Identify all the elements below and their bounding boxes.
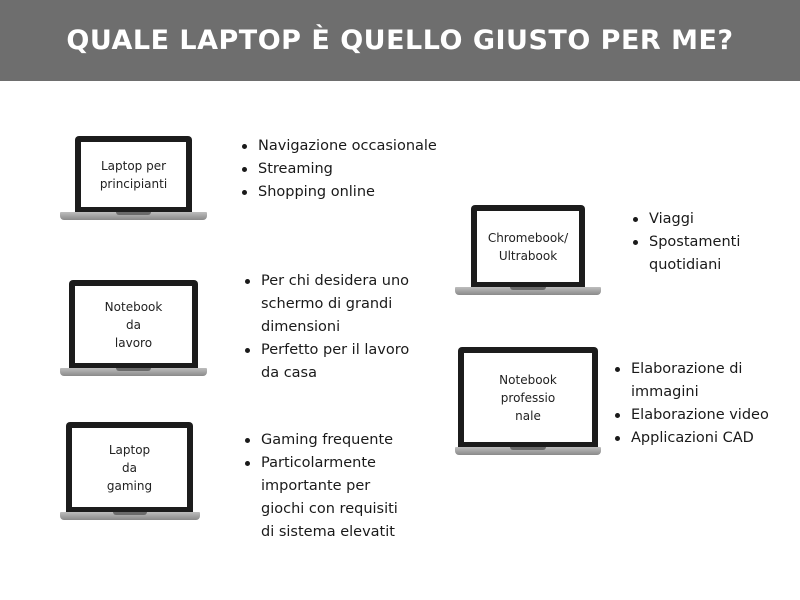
laptop-base	[60, 368, 207, 376]
list-item: Per chi desidera uno schermo di grandi dimensioni	[243, 270, 443, 339]
professional-features	[613, 358, 793, 450]
page-title: QUALE LAPTOP È QUELLO GIUSTO PER ME?	[66, 25, 734, 56]
work-features	[243, 270, 443, 385]
laptop-label: Notebook da lavoro	[75, 286, 192, 363]
list-item: Elaborazione video	[613, 404, 793, 427]
header-banner	[0, 0, 800, 81]
list-item: Navigazione occasionale	[240, 135, 460, 158]
laptop-label: Chromebook/ Ultrabook	[477, 211, 579, 282]
laptop-gaming	[60, 422, 200, 520]
list-item: Spostamenti quotidiani	[631, 231, 791, 277]
laptop-label: Laptop per principianti	[81, 142, 186, 207]
laptop-label: Laptop da gaming	[72, 428, 187, 507]
list-item: Elaborazione di immagini	[613, 358, 793, 404]
list-item: Perfetto per il lavoro da casa	[243, 339, 443, 385]
list-item: Shopping online	[240, 181, 460, 204]
list-item: Viaggi	[631, 208, 791, 231]
chromebook-features	[631, 208, 791, 277]
laptop-beginner	[60, 136, 207, 220]
laptop-chromebook	[455, 205, 601, 295]
laptop-professional	[455, 347, 601, 455]
laptop-work	[60, 280, 207, 376]
beginner-features	[240, 135, 460, 204]
laptop-base	[455, 447, 601, 455]
laptop-base	[60, 212, 207, 220]
laptop-base	[60, 512, 200, 520]
laptop-base	[455, 287, 601, 295]
list-item: Particolarmente importante per giochi con requisiti di sistema elevatit	[243, 452, 443, 544]
gaming-features	[243, 429, 443, 544]
list-item: Applicazioni CAD	[613, 427, 793, 450]
laptop-label: Notebook professio nale	[464, 353, 592, 442]
list-item: Streaming	[240, 158, 460, 181]
list-item: Gaming frequente	[243, 429, 443, 452]
